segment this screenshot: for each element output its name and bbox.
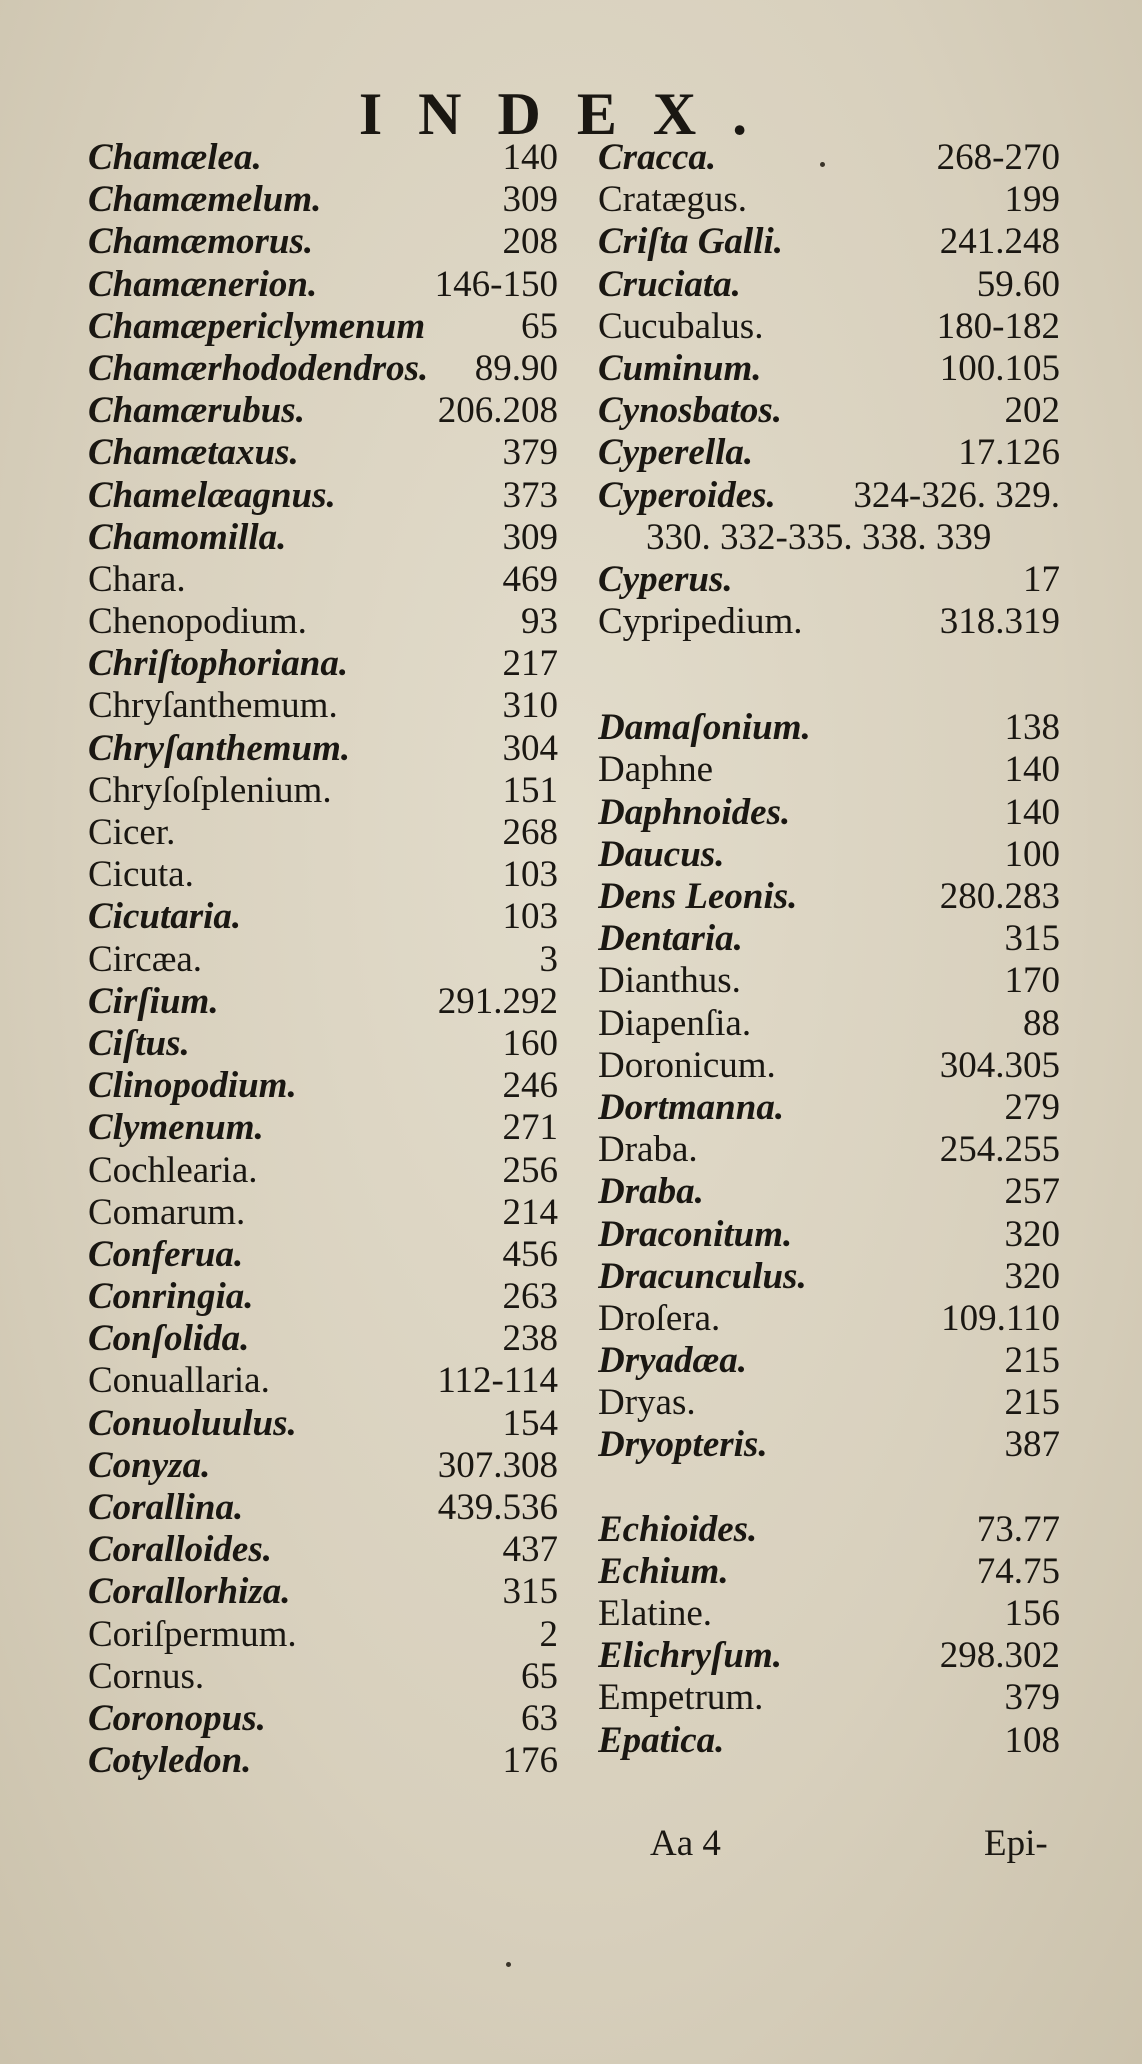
index-page-ref: 180-182 xyxy=(936,305,1060,347)
index-page-ref: 379 xyxy=(502,432,558,474)
index-entry xyxy=(598,918,1060,960)
index-page-ref: 59.60 xyxy=(976,263,1060,305)
index-entry xyxy=(598,1382,1060,1424)
index-entry xyxy=(88,1740,558,1782)
index-entry xyxy=(88,685,558,727)
index-term: Cratægus. xyxy=(598,179,748,221)
index-page-ref: 199 xyxy=(1004,179,1060,221)
index-term: Chamæpericlymenum xyxy=(88,305,426,347)
index-term: Cochlearia. xyxy=(88,1149,258,1191)
index-term: Chamæmorus. xyxy=(88,221,314,263)
index-term: Diapenſia. xyxy=(598,1002,752,1044)
index-entry xyxy=(88,264,558,306)
index-column-right xyxy=(598,137,1060,1762)
index-entry xyxy=(598,432,1060,474)
index-entry xyxy=(598,1298,1060,1340)
index-term: Coriſpermum. xyxy=(88,1613,297,1655)
index-term: Chamænerion. xyxy=(88,263,318,305)
index-term: Conringia. xyxy=(88,1276,254,1318)
index-entry xyxy=(88,1276,558,1318)
index-page-ref: 65 xyxy=(521,305,558,347)
index-term: Echioides. xyxy=(598,1508,758,1550)
index-page-ref: 238 xyxy=(502,1318,558,1360)
index-term: Dracunculus. xyxy=(598,1255,807,1297)
signature-mark: Aa 4 xyxy=(650,1823,721,1864)
index-term: Dryopteris. xyxy=(598,1424,768,1466)
index-term: Chamærubus. xyxy=(88,390,305,432)
index-entry xyxy=(88,1529,558,1571)
index-page-ref: 268-270 xyxy=(936,137,1060,178)
index-term: Dentaria. xyxy=(598,918,743,960)
index-term: Draba. xyxy=(598,1171,704,1213)
index-term: Corallina. xyxy=(88,1487,244,1528)
index-term: Chamærhododendros. xyxy=(88,347,429,389)
index-page-ref: 324-326. 329. xyxy=(853,474,1060,516)
index-term: Dryadæa. xyxy=(598,1340,748,1382)
index-page-ref: 63 xyxy=(521,1697,558,1739)
section-gap xyxy=(598,1467,1060,1509)
index-term: Doronicum. xyxy=(598,1044,776,1086)
index-entry xyxy=(88,1360,558,1402)
index-term: Chenopodium. xyxy=(88,601,307,643)
index-page-ref: 217 xyxy=(502,643,558,685)
index-entry xyxy=(88,306,558,348)
index-entry xyxy=(598,390,1060,432)
index-term: Cotyledon. xyxy=(88,1740,252,1782)
index-entry xyxy=(598,264,1060,306)
index-term: Echium. xyxy=(598,1550,729,1592)
index-entry xyxy=(598,559,1060,601)
index-page-ref: 140 xyxy=(502,137,558,178)
index-entry xyxy=(88,1571,558,1613)
index-term: Draba. xyxy=(598,1129,698,1171)
index-entry xyxy=(88,1150,558,1192)
index-entry xyxy=(88,390,558,432)
index-entry xyxy=(598,1003,1060,1045)
index-entry xyxy=(88,728,558,770)
index-term: Cypripedium. xyxy=(598,601,803,643)
index-page-ref: 307.308 xyxy=(437,1444,558,1486)
index-term: Comarum. xyxy=(88,1191,246,1233)
index-entry xyxy=(88,517,558,559)
index-entry xyxy=(598,876,1060,918)
index-page-ref: 103 xyxy=(502,854,558,896)
index-entry xyxy=(598,1214,1060,1256)
index-term: Chamelæagnus. xyxy=(88,474,336,516)
index-entry xyxy=(88,559,558,601)
index-term: Elichryſum. xyxy=(598,1635,782,1677)
index-entry xyxy=(88,1234,558,1276)
index-entry xyxy=(598,749,1060,791)
index-term: Daphnoides. xyxy=(598,791,791,833)
index-page-ref: 304.305 xyxy=(939,1044,1060,1086)
index-term: Chamomilla. xyxy=(88,516,287,558)
index-term: Conuallaria. xyxy=(88,1360,270,1402)
index-entry xyxy=(88,854,558,896)
index-entry xyxy=(88,770,558,812)
index-page-ref: 112-114 xyxy=(437,1360,558,1402)
index-column-left xyxy=(88,137,558,1782)
index-entry xyxy=(88,179,558,221)
index-page-ref: 17 xyxy=(1023,558,1060,600)
index-term: Chryſoſplenium. xyxy=(88,769,332,811)
index-entry xyxy=(598,1171,1060,1213)
index-entry xyxy=(598,1551,1060,1593)
index-page-ref: 304 xyxy=(502,727,558,769)
index-entry xyxy=(88,896,558,938)
index-entry xyxy=(88,601,558,643)
index-term: Conſolida. xyxy=(88,1318,250,1360)
index-entry xyxy=(598,1087,1060,1129)
index-page-ref: 100.105 xyxy=(939,347,1060,389)
index-term: Cornus. xyxy=(88,1655,205,1697)
index-term: Elatine. xyxy=(598,1593,713,1634)
index-term: Chara. xyxy=(88,558,186,600)
index-entry xyxy=(88,812,558,854)
index-page-ref: 315 xyxy=(1004,918,1060,960)
index-page-ref: 214 xyxy=(502,1191,558,1233)
index-term: Clinopodium. xyxy=(88,1065,297,1107)
index-page-ref: 320 xyxy=(1004,1213,1060,1255)
index-term: Criſta Galli. xyxy=(598,221,784,263)
index-term: Cyperus. xyxy=(598,558,733,600)
index-page-ref: 263 xyxy=(502,1276,558,1318)
index-entry xyxy=(598,960,1060,1002)
index-page-ref: 202 xyxy=(1004,390,1060,432)
index-entry xyxy=(88,1023,558,1065)
index-term: Chriſtophoriana. xyxy=(88,643,349,685)
index-page-ref: 373 xyxy=(502,474,558,516)
index-page-ref: 73.77 xyxy=(976,1508,1060,1550)
index-page-ref: 89.90 xyxy=(474,347,558,389)
index-term: Droſera. xyxy=(598,1297,721,1339)
index-term: Conyza. xyxy=(88,1444,211,1486)
index-entry xyxy=(88,643,558,685)
index-term: Conuoluulus. xyxy=(88,1402,297,1444)
index-entry xyxy=(88,348,558,390)
index-entry xyxy=(598,1045,1060,1087)
index-page-ref: 160 xyxy=(502,1022,558,1064)
index-page-ref: 279 xyxy=(1004,1086,1060,1128)
index-term: Dens Leonis. xyxy=(598,876,798,917)
index-entry xyxy=(598,475,1060,517)
index-page-ref: 154 xyxy=(502,1402,558,1444)
index-page-ref: 74.75 xyxy=(976,1550,1060,1592)
index-entry xyxy=(88,939,558,981)
index-entry xyxy=(598,1340,1060,1382)
index-term: Dortmanna. xyxy=(598,1086,785,1128)
index-page-ref: 215 xyxy=(1004,1382,1060,1424)
index-term: Cirſium. xyxy=(88,980,219,1022)
index-page-ref: 17.126 xyxy=(958,432,1060,474)
section-gap xyxy=(598,643,1060,685)
index-term: Chamælea. xyxy=(88,137,262,178)
index-page-ref: 156 xyxy=(1004,1593,1060,1634)
index-term: Dryas. xyxy=(598,1382,696,1424)
index-page-ref: 254.255 xyxy=(939,1129,1060,1171)
index-page-ref: 315 xyxy=(502,1571,558,1613)
index-page-ref: 246 xyxy=(502,1065,558,1107)
index-page-ref: 140 xyxy=(1004,791,1060,833)
index-entry xyxy=(88,1614,558,1656)
index-entry xyxy=(598,1509,1060,1551)
index-page-ref: 387 xyxy=(1004,1424,1060,1466)
index-page-ref: 280.283 xyxy=(939,876,1060,917)
index-term: Cicuta. xyxy=(88,854,194,896)
index-entry xyxy=(88,475,558,517)
index-page-ref: 291.292 xyxy=(437,980,558,1022)
index-term: Cracca. xyxy=(598,137,717,178)
index-page-ref: 108 xyxy=(1004,1719,1060,1761)
index-page-ref: 309 xyxy=(502,516,558,558)
index-entry xyxy=(598,1424,1060,1466)
index-entry xyxy=(598,306,1060,348)
index-entry xyxy=(598,1720,1060,1762)
index-entry xyxy=(598,348,1060,390)
index-term: Clymenum. xyxy=(88,1107,264,1149)
index-page-ref: 206.208 xyxy=(437,390,558,432)
index-page-ref: 146-150 xyxy=(434,263,558,305)
index-page-ref: 2 xyxy=(539,1613,558,1655)
index-term: Coronopus. xyxy=(88,1697,266,1739)
index-term: Chryſanthemum. xyxy=(88,685,338,727)
index-term: Conferua. xyxy=(88,1233,244,1275)
index-page-ref: 437 xyxy=(502,1529,558,1571)
index-page-ref: 309 xyxy=(502,179,558,221)
index-page-ref: 3 xyxy=(539,938,558,980)
print-speck xyxy=(820,162,825,167)
index-entry xyxy=(88,1403,558,1445)
index-page-ref: 298.302 xyxy=(939,1635,1060,1677)
index-page-ref: 271 xyxy=(502,1107,558,1149)
index-term: Cicer. xyxy=(88,812,176,853)
index-page-ref: 100 xyxy=(1004,833,1060,875)
index-entry xyxy=(88,1065,558,1107)
index-page-ref: 176 xyxy=(502,1740,558,1782)
index-entry xyxy=(88,137,558,179)
index-term: Damaſonium. xyxy=(598,707,811,749)
index-term: Chryſanthemum. xyxy=(88,727,351,769)
index-page-ref: 439.536 xyxy=(437,1487,558,1528)
index-entry xyxy=(88,221,558,263)
index-entry xyxy=(88,1487,558,1529)
index-entry xyxy=(598,1129,1060,1171)
index-page-ref: 318.319 xyxy=(939,601,1060,643)
index-term: Coralloides. xyxy=(88,1529,272,1571)
index-entry xyxy=(598,137,1060,179)
catchword: Epi- xyxy=(984,1823,1048,1864)
index-page-ref: 151 xyxy=(502,769,558,811)
index-term: Chamæmelum. xyxy=(88,179,322,221)
index-term: Daucus. xyxy=(598,833,725,875)
index-entry xyxy=(88,1107,558,1149)
index-page-ref: 140 xyxy=(1004,749,1060,791)
index-entry xyxy=(598,707,1060,749)
index-entry xyxy=(598,1256,1060,1298)
index-term: Draconitum. xyxy=(598,1213,793,1255)
index-page-ref: 469 xyxy=(502,558,558,600)
index-term: Cuminum. xyxy=(598,347,762,389)
index-term: Ciſtus. xyxy=(88,1022,190,1064)
index-page-ref: 65 xyxy=(521,1655,558,1697)
index-term: Cucubalus. xyxy=(598,305,764,347)
index-term: Cyperoides. xyxy=(598,474,776,516)
index-page-ref: 138 xyxy=(1004,707,1060,749)
index-entry xyxy=(88,432,558,474)
index-page-ref: 256 xyxy=(502,1149,558,1191)
index-page-ref: 88 xyxy=(1023,1002,1060,1044)
index-page-ref: 215 xyxy=(1004,1340,1060,1382)
index-entry xyxy=(88,981,558,1023)
index-page-ref: 93 xyxy=(521,601,558,643)
page-title: INDEX. xyxy=(358,81,784,147)
index-entry xyxy=(598,179,1060,221)
index-page-ref: 456 xyxy=(502,1233,558,1275)
index-entry xyxy=(88,1445,558,1487)
index-entry xyxy=(88,1192,558,1234)
index-term: Corallorhiza. xyxy=(88,1571,291,1613)
index-term: Chamætaxus. xyxy=(88,432,299,474)
index-page-ref: 379 xyxy=(1004,1677,1060,1719)
index-entry xyxy=(598,221,1060,263)
index-page-ref: 241.248 xyxy=(939,221,1060,263)
index-term: Epatica. xyxy=(598,1719,725,1761)
index-page-ref: 170 xyxy=(1004,960,1060,1002)
index-term: Dianthus. xyxy=(598,960,741,1002)
index-page-ref: 109.110 xyxy=(941,1297,1060,1339)
index-entry xyxy=(598,601,1060,643)
index-term: Empetrum. xyxy=(598,1677,764,1719)
index-entry xyxy=(598,1593,1060,1635)
index-term: Daphne xyxy=(598,749,714,791)
index-term: Cruciata. xyxy=(598,263,741,305)
index-entry-continuation: 330. 332-335. 338. 339 xyxy=(646,516,992,558)
index-page-ref: 268 xyxy=(502,812,558,853)
index-term: Cicutaria. xyxy=(88,896,242,938)
index-page-ref: 103 xyxy=(502,896,558,938)
index-entry xyxy=(598,792,1060,834)
index-entry xyxy=(88,1656,558,1698)
index-page-ref: 208 xyxy=(502,221,558,263)
index-page-ref: 310 xyxy=(502,685,558,727)
index-entry xyxy=(88,1698,558,1740)
index-entry xyxy=(88,1318,558,1360)
index-term: Cynosbatos. xyxy=(598,390,783,432)
index-entry xyxy=(598,834,1060,876)
index-page-ref: 257 xyxy=(1004,1171,1060,1213)
index-term: Circæa. xyxy=(88,938,203,980)
print-speck xyxy=(506,1962,511,1967)
section-gap xyxy=(598,685,1060,707)
index-entry xyxy=(598,1677,1060,1719)
index-page-ref: 320 xyxy=(1004,1255,1060,1297)
index-entry xyxy=(598,1635,1060,1677)
index-term: Cyperella. xyxy=(598,432,754,474)
